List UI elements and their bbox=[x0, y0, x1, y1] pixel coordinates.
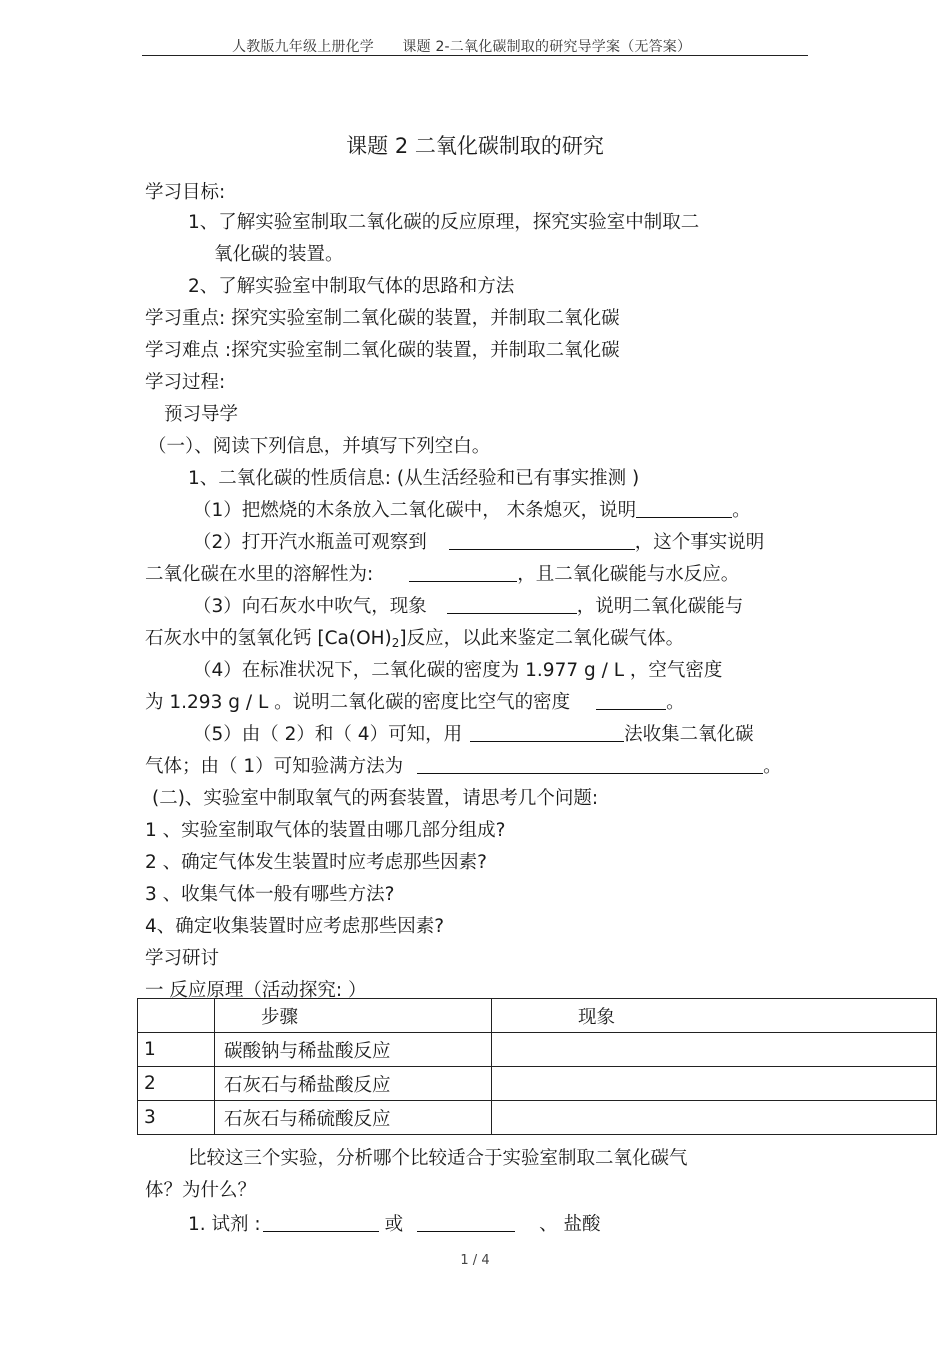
objective-2: 2、了解实验室中制取气体的思路和方法 bbox=[188, 276, 515, 297]
question-2-text: （2）打开汽水瓶盖可观察到 bbox=[193, 532, 427, 553]
answer-blank[interactable] bbox=[449, 531, 635, 550]
answer-blank[interactable] bbox=[417, 1213, 515, 1232]
section-1-heading: 一 反应原理（活动探究: ） bbox=[145, 980, 367, 1001]
question-1-text: （1）把燃烧的木条放入二氧化碳中， 木条熄灭，说明 bbox=[193, 500, 637, 521]
question-3-end: ，说明二氧化碳能与 bbox=[576, 596, 744, 617]
study-difficulty: 学习难点 :探究实验室制二氧化碳的装置，并制取二氧化碳 bbox=[145, 340, 620, 361]
answer-blank[interactable] bbox=[596, 691, 666, 710]
part-2-heading: (二)、实验室中制取氧气的两套装置，请思考几个问题: bbox=[152, 788, 599, 809]
table-header-cell bbox=[138, 999, 215, 1033]
table-row bbox=[138, 1033, 937, 1067]
question-2-end: ，这个事实说明 bbox=[634, 532, 765, 553]
study-focus: 学习重点: 探究实验室制二氧化碳的装置，并制取二氧化碳 bbox=[145, 308, 620, 329]
question-5-line-1 bbox=[193, 720, 754, 746]
co2-info-title: 1、二氧化碳的性质信息: (从生活经验和已有事实推测 ) bbox=[188, 468, 640, 489]
reagent-line bbox=[188, 1210, 601, 1236]
subscript: 2 bbox=[391, 636, 400, 650]
experiment-table bbox=[137, 998, 937, 1135]
answer-blank[interactable] bbox=[636, 499, 732, 518]
question-3-line-1 bbox=[193, 592, 743, 618]
part-2-question-4: 4、确定收集装置时应考虑那些因素? bbox=[145, 916, 445, 937]
question-4-line-2 bbox=[145, 688, 685, 714]
answer-blank[interactable] bbox=[447, 595, 577, 614]
question-2-end-b: ，且二氧化碳能与水反应。 bbox=[517, 564, 740, 585]
question-2-text-b: 二氧化碳在水里的溶解性为: bbox=[145, 564, 374, 585]
part-1-heading: （一）、阅读下列信息，并填写下列空白。 bbox=[148, 436, 491, 457]
row-step: 石灰石与稀盐酸反应 bbox=[215, 1067, 492, 1101]
row-phenomenon[interactable] bbox=[492, 1101, 937, 1135]
table-row bbox=[138, 1101, 937, 1135]
answer-blank[interactable] bbox=[470, 723, 624, 742]
answer-blank[interactable] bbox=[417, 755, 763, 774]
row-number: 2 bbox=[138, 1067, 215, 1101]
objectives-label: 学习目标: bbox=[145, 182, 226, 203]
question-4-line-1: （4）在标准状况下，二氧化碳的密度为 1.977 g / L ，空气密度 bbox=[193, 660, 723, 681]
row-phenomenon[interactable] bbox=[492, 1033, 937, 1067]
row-step: 碳酸钠与稀盐酸反应 bbox=[215, 1033, 492, 1067]
question-3-text-b: 石灰水中的氢氧化钙 [Ca(OH) bbox=[145, 628, 392, 649]
part-2-question-3: 3 、收集气体一般有哪些方法? bbox=[145, 884, 395, 905]
page-title: 课题 2 二氧化碳制取的研究 bbox=[346, 134, 604, 158]
question-2-line-2 bbox=[145, 560, 739, 586]
reagent-label: 1. 试剂 : bbox=[188, 1214, 261, 1235]
answer-blank[interactable] bbox=[263, 1213, 379, 1232]
row-number: 1 bbox=[138, 1033, 215, 1067]
header-rule bbox=[142, 55, 808, 56]
reagent-or: 或 bbox=[384, 1214, 404, 1235]
answer-blank[interactable] bbox=[409, 563, 517, 582]
question-5-line-2 bbox=[145, 752, 782, 778]
row-phenomenon[interactable] bbox=[492, 1067, 937, 1101]
table-row bbox=[138, 1067, 937, 1101]
question-5-text-b: 气体；由（ 1）可知验满方法为 bbox=[145, 756, 404, 777]
page-number: 1 / 4 bbox=[460, 1253, 490, 1268]
objective-1-line-1: 1、了解实验室制取二氧化碳的反应原理，探究实验室中制取二 bbox=[188, 212, 700, 233]
study-process: 学习过程: bbox=[145, 372, 226, 393]
question-3-text: （3）向石灰水中吹气，现象 bbox=[193, 596, 427, 617]
table-header-step: 步骤 bbox=[215, 999, 492, 1033]
question-3-end-b: ]反应，以此来鉴定二氧化碳气体。 bbox=[399, 628, 685, 649]
compare-line-1: 比较这三个实验，分析哪个比较适合于实验室制取二氧化碳气 bbox=[188, 1148, 688, 1169]
table-header-row bbox=[138, 999, 937, 1033]
question-2-line-1 bbox=[193, 528, 764, 554]
question-4-end: 。 bbox=[666, 692, 685, 713]
page-header: 人教版九年级上册化学 课题 2-二氧化碳制取的研究导学案（无答案） bbox=[232, 39, 692, 55]
question-3-line-2 bbox=[145, 624, 684, 650]
question-1 bbox=[193, 496, 751, 522]
part-2-question-1: 1 、实验室制取气体的装置由哪几部分组成? bbox=[145, 820, 506, 841]
question-4-text: 为 1.293 g / L 。说明二氧化碳的密度比空气的密度 bbox=[145, 692, 571, 713]
row-step: 石灰石与稀硫酸反应 bbox=[215, 1101, 492, 1135]
objective-1-line-2: 氧化碳的装置。 bbox=[214, 244, 344, 265]
part-2-question-2: 2 、确定气体发生装置时应考虑那些因素? bbox=[145, 852, 487, 873]
row-number: 3 bbox=[138, 1101, 215, 1135]
preview-heading: 预习导学 bbox=[164, 404, 239, 425]
study-discussion-heading: 学习研讨 bbox=[145, 948, 220, 969]
reagent-end: 、 盐酸 bbox=[539, 1214, 601, 1235]
question-5-text: （5）由（ 2）和（ 4）可知，用 bbox=[193, 724, 463, 745]
question-5-end-b: 。 bbox=[763, 756, 782, 777]
table-header-phenomenon: 现象 bbox=[492, 999, 937, 1033]
compare-line-2: 体？为什么？ bbox=[145, 1180, 257, 1201]
question-1-end: 。 bbox=[732, 500, 751, 521]
question-5-end: 法收集二氧化碳 bbox=[624, 724, 754, 745]
